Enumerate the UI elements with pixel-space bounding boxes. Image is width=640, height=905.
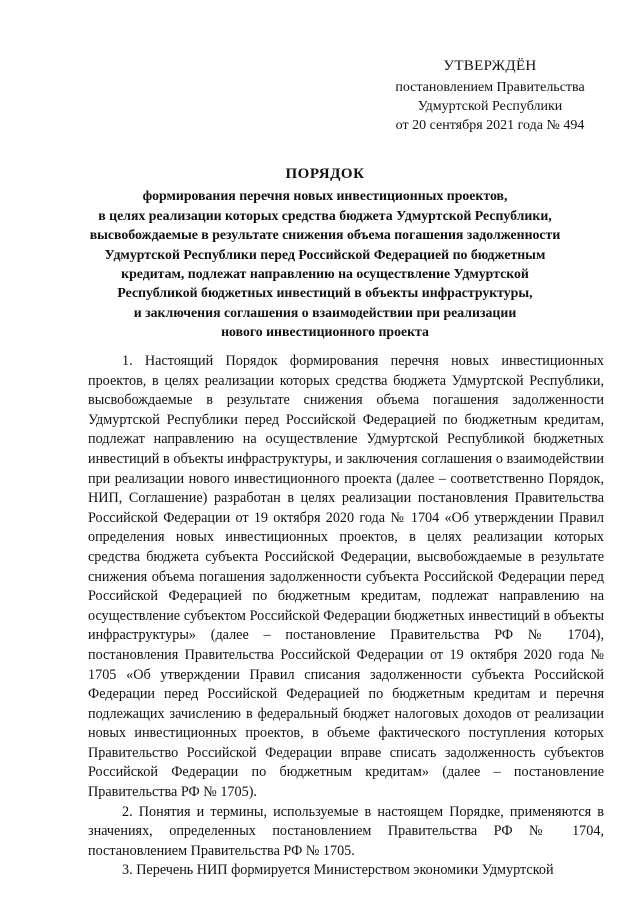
title-heading: ПОРЯДОК [285,166,365,182]
title-line: в целях реализации которых средства бюджета Удмуртской Республики, [98,207,552,223]
title-line: высвобождаемые в результате снижения объема погашения задолженности [89,227,561,243]
title-line: формирования перечня новых инвестиционных проектов, [142,188,508,204]
document-body [88,352,604,881]
approval-line: постановлением Правительства [395,80,585,95]
title-line: и заключения соглашения о взаимодействии при реализации [133,304,517,320]
paragraph-2: 2. Понятия и термины, используемые в настоящем Порядке, применяются в значениях, определенных постановлением Правительства РФ № 1704, постановлением Правительства РФ № 1705. [88,803,604,859]
title-line: кредитам, подлежат направлению на осуществление Удмуртской [121,266,529,282]
paragraph-3: 3. Перечень НИП формируется Министерством экономики Удмуртской [122,862,554,879]
title-line: Республикой бюджетных инвестиций в объекты инфраструктуры, [117,285,533,301]
approval-date-line: от 20 сентября 2021 года № 494 [395,118,585,133]
title-line: Удмуртской Республики перед Российской Федерацией по бюджетным [104,246,546,262]
approved-label: УТВЕРЖДЁН [443,58,537,74]
approval-stamp [380,57,600,135]
title-line: нового инвестиционного проекта [221,324,429,340]
document-title [60,165,590,342]
paragraph-1: 1. Настоящий Порядок формирования перечня новых инвестиционных проектов, в целях реализации которых средства бюджета Удмуртской Республики, высвобождаемые в результате снижения объема погашения задолженности Удмуртской Республики перед Российской Федерацией по бюджетным кредитам, подлежат направлению на осуществление Удмуртской Республикой бюджетных инвестиций в объекты инфраструктуры, и заключения соглашения о взаимодействии при реализации нового инвестиционного проекта (далее – соответственно Порядок, НИП, Соглашение) разработан в целях реализации постановления Правительства Российской Федерации от 19 октября 2020 года № 1704 «Об утверждении Правил определения новых инвестиционных проектов, в целях реализации которых средства бюджета субъекта Российской Федерации, высвобождаемые в результате снижения объема погашения задолженности субъекта Российской Федерации перед Российской Федерацией по бюджетным кредитам, подлежат направлению на осуществление субъектом Российской Федерации бюджетных инвестиций в объекты инфраструктуры» (далее – постановление Правительства РФ № 1704), постановления Правительства Российской Федерации от 19 октября 2020 года № 1705 «Об утверждении Правил списания задолженности субъекта Российской Федерации перед Российской Федерацией по бюджетным кредитам и перечня подлежащих зачислению в федеральный бюджет налоговых доходов от реализации новых инвестиционных проектов, в объеме фактического поступления которых Правительство Российской Федерации вправе списать задолженность субъектов Российской Федерации по бюджетным кредитам» (далее – постановление Правительства РФ № 1705). [88,353,604,801]
approval-line: Удмуртской Республики [417,99,563,114]
